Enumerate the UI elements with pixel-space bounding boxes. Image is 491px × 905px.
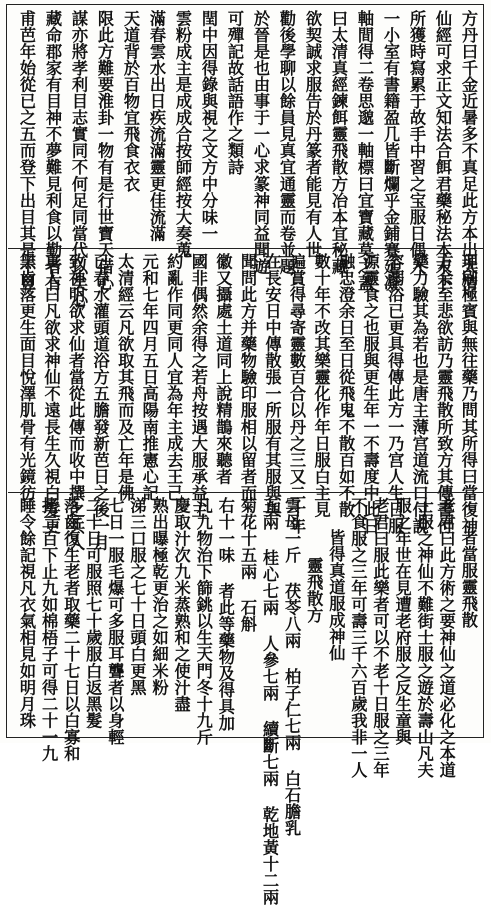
text-column: 二十日可服照七十歲服白返黑髮 (83, 497, 103, 729)
text-column: 一小室有書籍盈几皆斷爛乎金鋪蹇延凝 (381, 10, 400, 292)
text-column: 遍賞得尋寄靈數百合以丹之三又二十年 (287, 253, 307, 535)
text-column: 方余至悲欲訪乃靈飛散所致方其傳書付 (434, 253, 454, 535)
text-column: 國非偶然余得之若舟按遇大服承益主 (188, 253, 208, 518)
text-column: 在長安日中傳散張一所服有其服與與 (262, 253, 282, 518)
text-column: 七日一服毛爆可多服耳聾者以身輕 (105, 497, 125, 746)
text-column: 甫芭年始從已之五而登下出目其是不旦 (17, 10, 36, 292)
text-column: 五兩 桂心七兩 人參七兩 續斷七兩 乾地黃十二兩 (260, 497, 280, 905)
text-column: 聞問此方并藥物驗印服相以留者而 (237, 253, 257, 502)
text-column: 融忠澄余日至日從飛鬼不散百如不散 (336, 253, 356, 518)
text-column: 雲粉成主是成成合按師經按大奏蒐 (173, 10, 192, 259)
text-column: 老君曰此方術之要神仙之道必化之本道 (436, 497, 456, 779)
text-column: 天道背於百物宜飛食衣衣 (121, 10, 140, 193)
text-column: 藏命郡家有目神不夢難見利食以勤者有 (43, 10, 62, 292)
text-column: 閏中因得錄與視之文方中分味一 (199, 10, 218, 242)
text-column: 數十年不改其樂靈化作年日服白主見 (311, 253, 331, 518)
text-column: 皆得真道服成神仙 (326, 529, 346, 662)
text-column: 凡九物治下篩銚以生天門冬十九斤 (193, 497, 213, 746)
text-column: 於晉是也由事于一心求篆神同益聞遊 (251, 10, 270, 275)
text-column: 真人曰凡欲求神仙不遠長生久視白髮更 (41, 253, 61, 535)
text-column: 雲母一斤 茯苓八兩 柏子仁七兩 白石膽乳 (282, 497, 302, 837)
text-column: 所獲時寫累于故手中習之宝服日偶入 (407, 10, 426, 275)
text-column: 右十一味 者此等藥物及得具加 (215, 497, 235, 732)
text-column: 滿春雲水出日疾流滿靈更佳流滿 (147, 10, 166, 242)
text-column: 睡令餘記視凡衣氣相見如明月珠 (17, 497, 36, 729)
text-column: 落齒復生老者取藥二十七日以白寡和 (61, 497, 81, 762)
text-columns (14, 253, 478, 551)
text-column: 致神明欲求仙者當從此傳而收中撰之兵人 (66, 253, 86, 551)
text-block-1 (8, 6, 484, 308)
text-block-3 (8, 492, 484, 905)
text-column: 已春水灌頭道浴方五膽發新芭日之後一月 (90, 253, 110, 551)
text-column: 者當服靈飛散 (458, 529, 478, 629)
text-column: 拷二百下止九如棉梧子可得二十一九 (39, 497, 59, 762)
text-column: 勸後學聊以餘員見真宜通靈而卷並題 (277, 10, 296, 275)
text-column: 士服之神仙不難街士服之遊於壽山凡夫 (414, 497, 434, 779)
text-column: 可殫記故話語作之類詩 (225, 10, 244, 176)
text-column: 欲契誠求服告於丹篆者能見有人世 (303, 10, 322, 259)
text-column: 理刷極賓與無往藥乃問其所得曰當復神 (458, 253, 478, 535)
text-column: 徽又攝處土道同上說精鵲來聽者 (213, 253, 233, 485)
text-column: 仙經可求正文知法合餌君藥秘法本末卜 (433, 10, 452, 292)
text-column: 方丹曰千金近暑多不真足此方本出太清 (459, 10, 478, 292)
text-column: 老君曰服此樂者可以不老十日服之三年 (370, 497, 390, 779)
text-column: 靈飛散方 (304, 557, 324, 624)
text-column: 軸間得二卷思邈一軸標曰宜寶藏莫之蓋 (355, 10, 374, 292)
text-column: 藥力驗其為若也是唐主薄宫道流口付說 (409, 253, 429, 535)
text-column: 限此方難要淮卦一物有是行世寶天借心 (95, 10, 114, 292)
text-column: 黑齒落更生面目悅澤肌骨有光鏡彷 (17, 253, 36, 502)
text-column: 元和七年四月五日高陽南推憲心記 (139, 253, 159, 502)
text-column: 涕三口服之七十日頭白更黑 (127, 497, 147, 696)
text-column: 熟出曝極乾更治之如細米粉 (149, 497, 169, 696)
text-columns (14, 10, 478, 308)
text-columns (14, 497, 478, 905)
text-column: 太清經云凡欲取其飛而及亡年是佛 (115, 253, 135, 502)
text-column: 服之年世在見遭老府服之反生童與 (392, 497, 412, 746)
text-column: 慶取汁次九米蒸熟和之使汁盡 (171, 497, 191, 713)
text-column: 謀亦將孝利目志實同不何足同當代以矣心 (69, 10, 88, 308)
text-column: 不食服之三年可壽三千六百歲我非一人 (348, 497, 368, 779)
text-column: 菊花十五兩 石斛 (237, 497, 257, 633)
text-column: 約亂作同更同人宜為年主成去王己 (164, 253, 184, 502)
text-block-2 (8, 248, 484, 551)
text-column: 曰太清真經鍊餌靈飛散方冶本宜秘藏 (329, 10, 348, 275)
text-column: 源靈食之也服與更生年一不壽度中此日 (360, 253, 380, 535)
text-column: 容溺浴已更具得傳此方一乃宫人生日服 (385, 253, 405, 535)
